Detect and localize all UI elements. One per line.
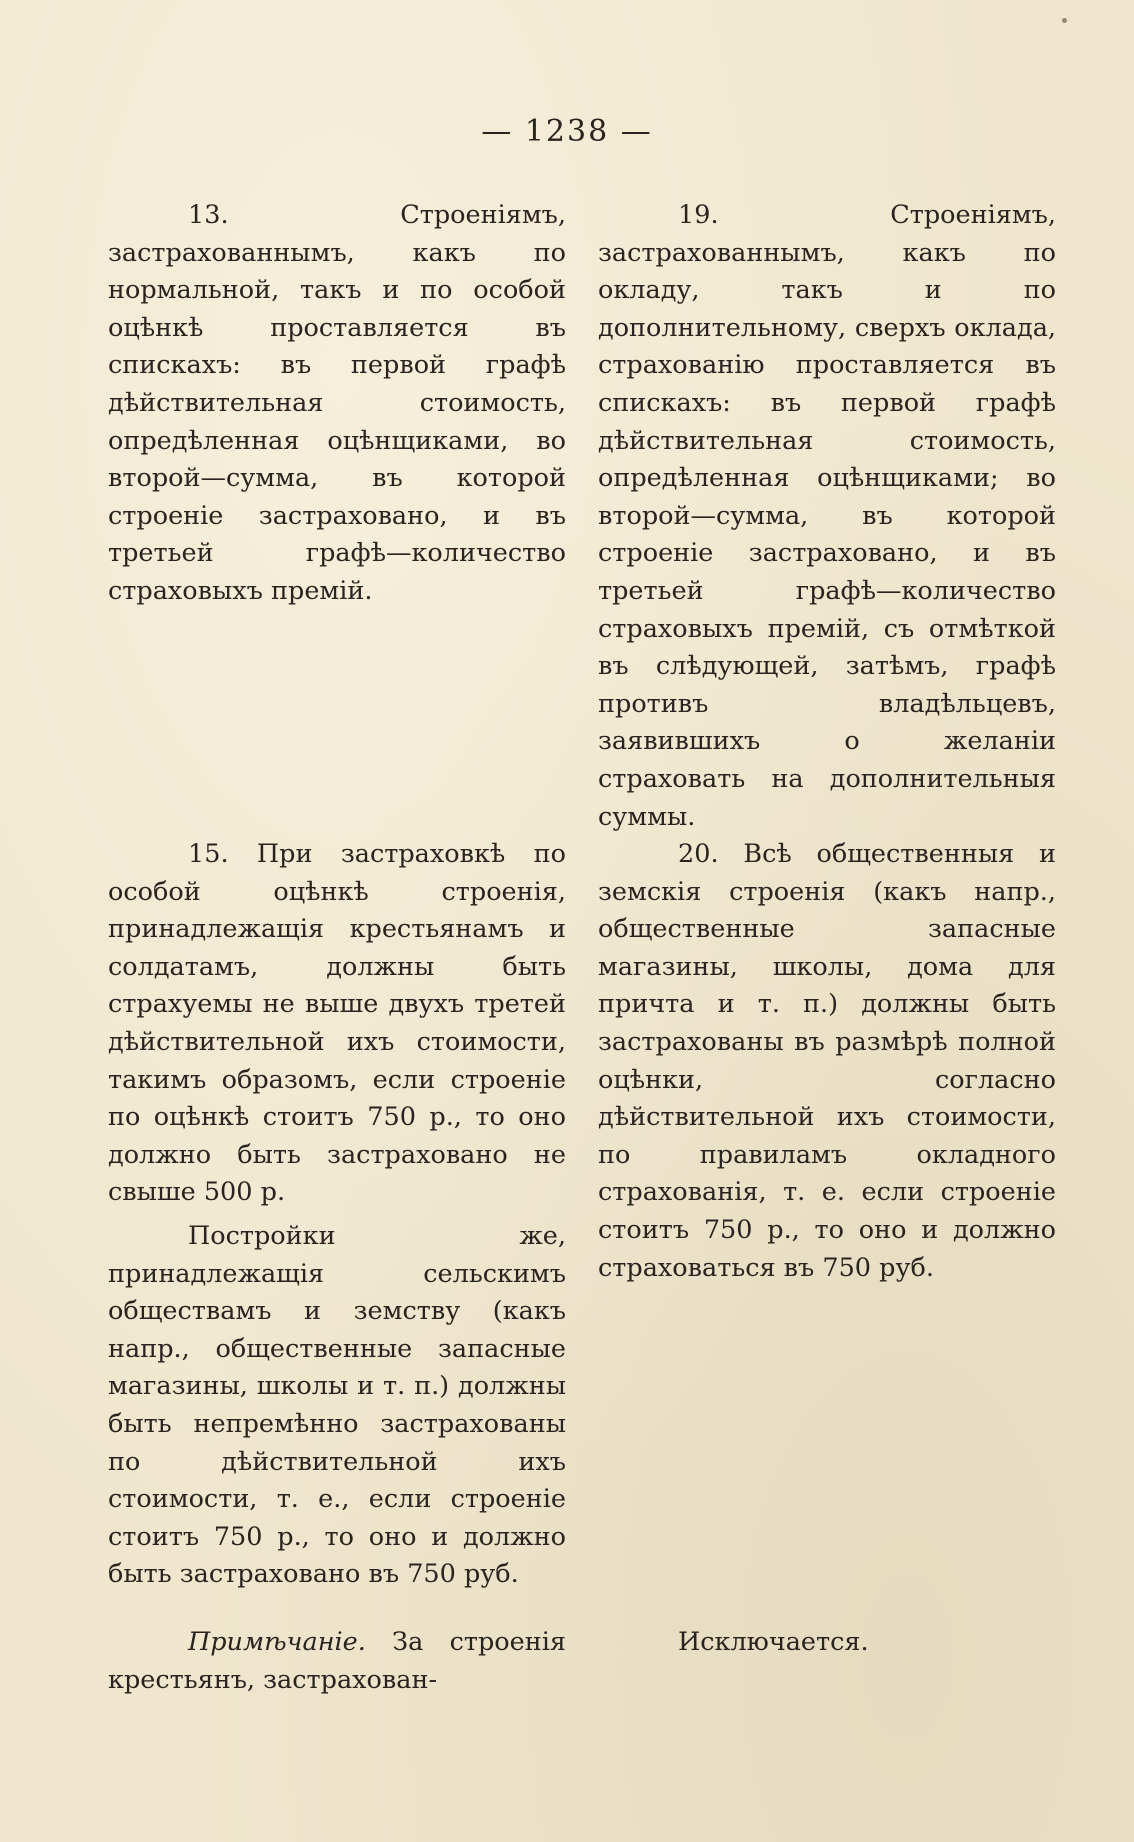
left-column-note	[108, 1624, 566, 1699]
page-number: — 1238 —	[481, 114, 653, 149]
right-column-section-20	[598, 836, 1056, 1287]
note-label: Примѣчаніе.	[188, 1627, 366, 1657]
left-column-section-15	[108, 836, 566, 1594]
section-15-continuation: Постройки же, принадлежащія сельскимъ обществамъ и земству (какъ напр., общественные запасные магазины, школы и т. п.) должны быть непремѣнно застрахованы по дѣйствительной ихъ стоимости, т. е., если строеніе стоитъ 750 р., то оно и должно быть застраховано въ 750 руб.	[108, 1220, 566, 1590]
section-13-text: 13. Строеніямъ, застрахованнымъ, какъ по нормальной, такъ и по особой оцѣнкѣ проставляется въ спискахъ: въ первой графѣ дѣйствительная стоимость, опредѣленная оцѣнщиками, во второй—сумма, въ которой строеніе застраховано, и въ третьей графѣ—количество страховыхъ премій.	[108, 200, 566, 606]
section-15-text: 15. При застраховкѣ по особой оцѣнкѣ строенія, принадлежащія крестьянамъ и солдатамъ, должны быть страхуемы не выше двухъ третей дѣйствительной ихъ стоимости, такимъ образомъ, если строеніе по оцѣнкѣ стоитъ 750 р., то оно должно быть застраховано не свыше 500 р.	[108, 839, 566, 1208]
right-column-excluded	[598, 1624, 1056, 1662]
right-column-section-19	[598, 197, 1056, 836]
note-paragraph	[108, 1624, 566, 1699]
note-text: За строенія крестьянъ, застрахован-	[108, 1627, 566, 1695]
section-20-text: 20. Всѣ общественныя и земскія строенія (какъ напр., общественные запасные магазины, школы, дома для причта и т. п.) должны быть застрахованы въ размѣрѣ полной оцѣнки, согласно дѣйствительной ихъ стоимости, по правиламъ окладного страхованія, т. е. если строеніе стоитъ 750 р., то оно и должно страховаться въ 750 руб.	[598, 839, 1056, 1283]
left-column-section-13	[108, 197, 566, 611]
section-19-text: 19. Строеніямъ, застрахованнымъ, какъ по окладу, такъ и по дополнительному, сверхъ оклада, страхованію проставляется въ спискахъ: въ первой графѣ дѣйствительная стоимость, опредѣленная оцѣнщиками; во второй—сумма, въ которой строеніе застраховано, и въ третьей графѣ—количество страховыхъ премій, съ отмѣткой въ слѣдующей, затѣмъ, графѣ противъ владѣльцевъ, заявившихъ о желаніи страховать на дополнительныя суммы.	[598, 200, 1056, 832]
excluded-text: Исключается.	[678, 1627, 869, 1657]
paper-speck	[1062, 18, 1067, 23]
